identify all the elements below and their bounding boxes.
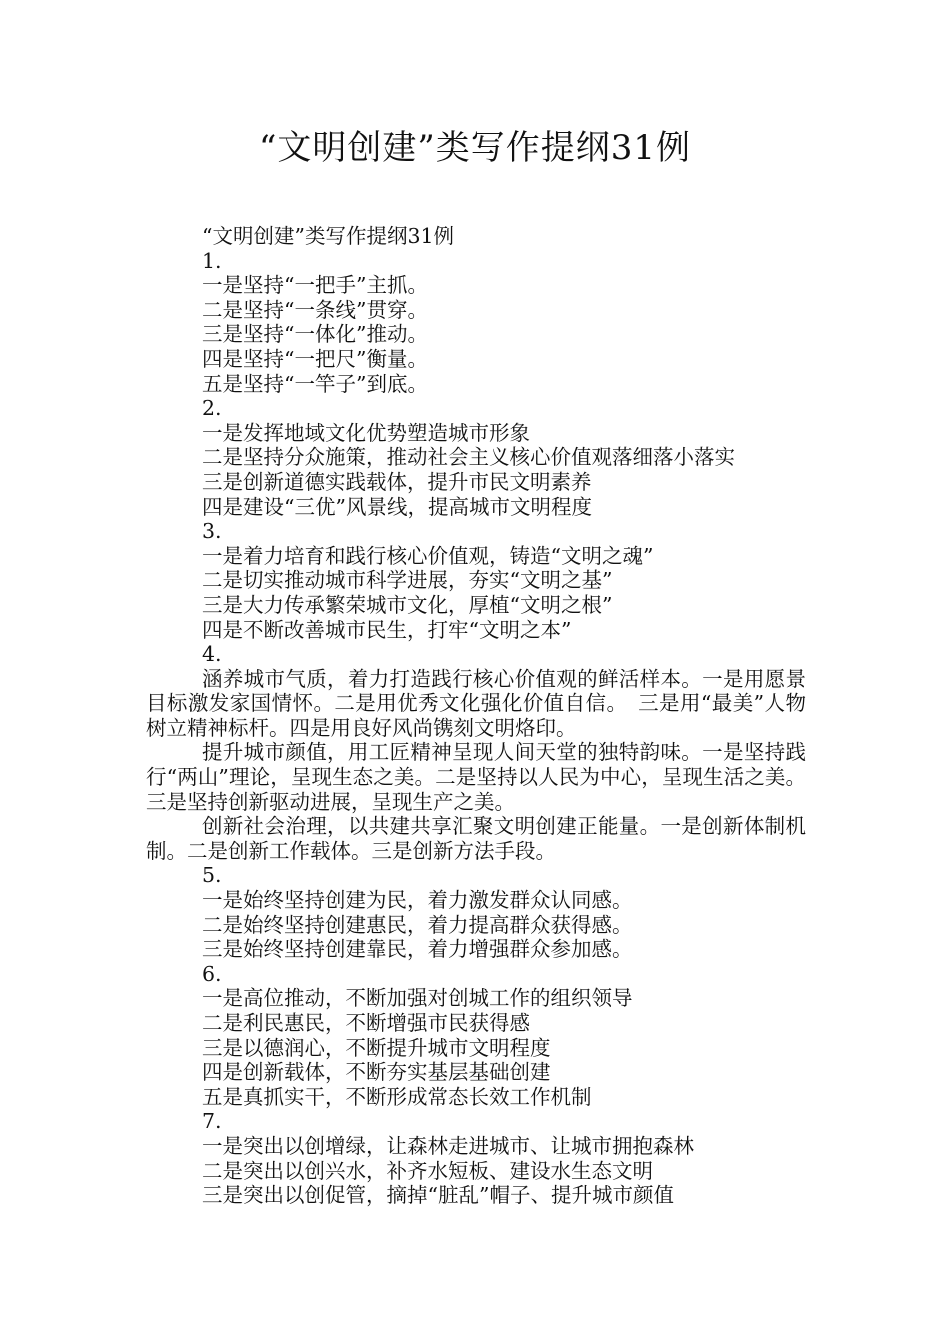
body-line: 3. [202, 519, 222, 544]
body-paragraph: 创新社会治理，以共建共享汇聚文明创建正能量。一是创新体制机制。二是创新工作载体。三是创新方法手段。 [146, 814, 806, 863]
body-paragraph: 涵养城市气质，着力打造践行核心价值观的鲜活样本。一是用愿景目标激发家国情怀。二是用优秀文化强化价值自信。 三是用“最美”人物树立精神标杆。四是用良好风尚镌刻文明烙印。 [146, 666, 806, 740]
body-line: 三是始终坚持创建靠民，着力增强群众参加感。 [202, 937, 633, 962]
body-line: 二是坚持“一条线”贯穿。 [202, 297, 428, 322]
body-line: 一是着力培育和践行核心价值观，铸造“文明之魂” [202, 543, 654, 568]
body-line: 一是高位推动，不断加强对创城工作的组织领导 [202, 986, 633, 1011]
body-line: 三是创新道德实践载体，提升市民文明素养 [202, 469, 592, 494]
body-line: 四是不断改善城市民生，打牢“文明之本” [202, 617, 572, 642]
body-line: 7. [202, 1109, 222, 1134]
body-line: 二是坚持分众施策，推动社会主义核心价值观落细落小落实 [202, 445, 735, 470]
body-line: 6. [202, 961, 222, 986]
body-paragraph: 提升城市颜值，用工匠精神呈现人间天堂的独特韵味。一是坚持践行“两山”理论，呈现生态之美。二是坚持以人民为中心，呈现生活之美。三是坚持创新驱动进展，呈现生产之美。 [146, 740, 806, 814]
body-line: 4. [202, 642, 222, 667]
body-line: 一是坚持“一把手”主抓。 [202, 273, 428, 298]
body-line: 四是创新载体，不断夯实基层基础创建 [202, 1060, 551, 1085]
body-line: 2. [202, 396, 222, 421]
body-line: 二是突出以创兴水，补齐水短板、建设水生态文明 [202, 1158, 653, 1183]
body-line: 5. [202, 863, 222, 888]
body-line: 一是始终坚持创建为民，着力激发群众认同感。 [202, 888, 633, 913]
document-body [146, 224, 806, 1208]
body-line: 二是切实推动城市科学进展，夯实“文明之基” [202, 568, 613, 593]
body-line: 三是大力传承繁荣城市文化，厚植“文明之根” [202, 592, 613, 617]
body-line: 四是坚持“一把尺”衡量。 [202, 346, 428, 371]
body-line: 三是坚持“一体化”推动。 [202, 322, 428, 347]
body-line: 五是真抓实干，不断形成常态长效工作机制 [202, 1084, 592, 1109]
body-line: 一是发挥地域文化优势塑造城市形象 [202, 420, 530, 445]
body-line: 五是坚持“一竿子”到底。 [202, 371, 428, 396]
body-line: 三是突出以创促管，摘掉“脏乱”帽子、提升城市颜值 [202, 1183, 674, 1208]
body-line: 二是始终坚持创建惠民，着力提高群众获得感。 [202, 912, 633, 937]
document-title: “文明创建”类写作提纲31例 [258, 128, 692, 168]
body-line: 四是建设“三优”风景线，提高城市文明程度 [202, 494, 592, 519]
body-line: “文明创建”类写作提纲31例 [202, 224, 455, 248]
body-line: 二是利民惠民，不断增强市民获得感 [202, 1011, 530, 1035]
body-line: 1. [202, 248, 222, 273]
body-line: 一是突出以创增绿，让森林走进城市、让城市拥抱森林 [202, 1133, 694, 1158]
body-line: 三是以德润心，不断提升城市文明程度 [202, 1035, 551, 1060]
